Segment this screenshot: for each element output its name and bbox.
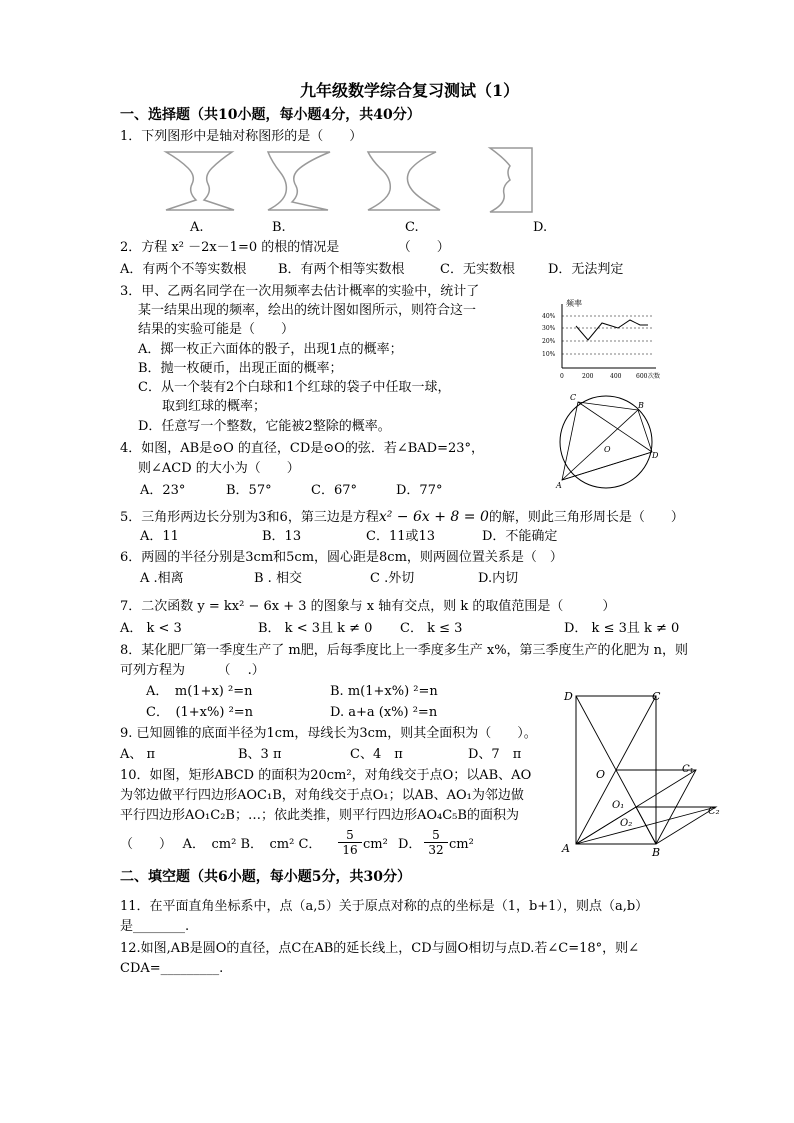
- section-1-heading: 一、选择题（共10小题，每小题4分，共40分）: [120, 107, 421, 123]
- chart-xtick-400: 400: [610, 373, 622, 380]
- frac2-numerator: 5: [424, 828, 448, 843]
- point-d-label: D: [652, 451, 659, 460]
- chart-ytick-10: 10%: [542, 351, 556, 358]
- circle-figure: [548, 390, 664, 492]
- chart-ylabel: 频率: [566, 299, 582, 308]
- rect-point-c2: C₂: [708, 806, 720, 817]
- figure-label-b: B.: [272, 220, 286, 235]
- q6-option-b: B . 相交: [254, 571, 302, 586]
- question-1-figures: [160, 146, 540, 216]
- figure-label-d: D.: [533, 220, 548, 235]
- q7-option-b: B． k < 3且 k ≠ 0: [258, 621, 373, 636]
- question-3-line-3: 结果的实验可能是（ ）: [138, 322, 295, 337]
- chart-ytick-40: 40%: [542, 313, 556, 320]
- q2-option-a: A．有两个不等实数根: [120, 262, 247, 277]
- question-11-line-2: 是________.: [120, 919, 190, 934]
- rectangle-figure: [560, 690, 730, 860]
- section-2-heading: 二、填空题（共6小题，每小题5分，共30分）: [120, 869, 411, 885]
- question-12-line-1: 12.如图,AB是圆O的直径，点C在AB的延长线上，CD与圆O相切与点D.若∠C=18°，则∠: [120, 941, 640, 956]
- question-12-line-2: CDA=_________.: [120, 961, 224, 976]
- question-6-stem: 6．两圆的半径分别是3cm和5cm，圆心距是8cm，则两圆位置关系是（ ）: [120, 550, 563, 565]
- q4-option-c: C．67°: [311, 483, 357, 498]
- q5-option-c: C．11或13: [366, 529, 436, 544]
- rect-point-a: A: [562, 842, 570, 855]
- q6-option-a: A .相离: [140, 571, 184, 586]
- q6-option-d: D.内切: [478, 571, 519, 586]
- rect-point-o1: O₁: [612, 800, 625, 811]
- question-11-line-1: 11．在平面直角坐标系中，点（a,5）关于原点对称的点的坐标是（1，b+1），则点（a,b）: [120, 899, 649, 914]
- question-9-stem: 9. 已知圆锥的底面半径为1cm，母线长为3cm，则其全面积为（ ）。: [120, 726, 537, 741]
- page-title: 九年级数学综合复习测试（1）: [300, 81, 520, 100]
- q8-option-a: A． m(1+x) ²=n: [146, 684, 253, 699]
- figure-d: [490, 148, 532, 212]
- q2-option-b: B．有两个相等实数根: [278, 262, 405, 277]
- question-2-stem: 2．方程 x² －2x－1=0 的根的情况是 （ ）: [120, 240, 450, 255]
- chart-xtick-200: 200: [582, 373, 594, 380]
- q7-option-d: D． k ≤ 3且 k ≠ 0: [564, 621, 680, 636]
- point-b-label: B: [638, 401, 644, 410]
- q2-option-d: D．无法判定: [548, 262, 624, 277]
- q5-option-a: A．11: [140, 529, 179, 544]
- q3-option-c: C．从一个装有2个白球和1个红球的袋子中任取一球，: [138, 380, 451, 395]
- frac1-denominator: 16: [342, 843, 358, 857]
- chart-ytick-20: 20%: [542, 338, 556, 345]
- question-8-line-2: 可列方程为 （ .）: [120, 663, 265, 678]
- figure-label-c: C.: [405, 220, 419, 235]
- figure-a: [166, 152, 234, 210]
- rect-point-o: O: [596, 768, 606, 781]
- frac2-denominator: 32: [428, 843, 444, 857]
- q9-option-a: A、 π: [120, 747, 156, 762]
- q10-option-c-unit: cm²: [363, 837, 388, 852]
- chart-xtick-600: 600: [636, 373, 648, 380]
- q5-stem-a: 5．三角形两边长分别为3和6，第三边是方程: [120, 510, 379, 525]
- q5-option-d: D．不能确定: [482, 529, 558, 544]
- question-10-line-1: 10．如图，矩形ABCD 的面积为20cm²，对角线交于点O；以AB、AO: [120, 768, 532, 783]
- q10-option-d-fraction: [424, 828, 448, 857]
- chart-ytick-30: 30%: [542, 325, 556, 332]
- q4-option-a: A．23°: [140, 483, 186, 498]
- question-4-line-2: 则∠ACD 的大小为（ ）: [138, 461, 300, 476]
- figure-b: [268, 152, 330, 210]
- rect-point-o2: O₂: [620, 818, 633, 829]
- figure-label-a: A.: [190, 220, 204, 235]
- chart-xlabel: 次数: [648, 373, 661, 380]
- rect-point-d: D: [564, 690, 573, 703]
- rect-point-c1: C₁: [682, 764, 694, 775]
- q9-option-b: B、3 π: [238, 747, 282, 762]
- q7-option-a: A． k < 3: [120, 621, 182, 636]
- q10-options-line: （ ） A． cm² B． cm² C．: [120, 837, 322, 852]
- q8-option-c: C． (1+x%) ²=n: [146, 705, 254, 720]
- point-a-label: A: [556, 481, 562, 490]
- chart-series-line: [576, 320, 648, 340]
- q6-option-c: C .外切: [370, 571, 415, 586]
- q3-option-a: A．掷一枚正六面体的骰子，出现1点的概率；: [138, 342, 403, 357]
- question-7-stem: 7．二次函数 y = kx² − 6x + 3 的图象与 x 轴有交点，则 k 的取值范围是（ ）: [120, 599, 616, 614]
- q9-option-c: C、4 π: [350, 747, 403, 762]
- question-3-line-1: 3．甲、乙两名同学在一次用频率去估计概率的实验中，统计了: [120, 284, 480, 299]
- point-o-label: O: [604, 445, 611, 454]
- q3-option-d: D．任意写一个整数，它能被2整除的概率。: [138, 419, 391, 434]
- q5-equation: x² − 6x + 8 = 0: [378, 509, 489, 525]
- question-10-line-3: 平行四边形AO₁C₂B；…；依此类推，则平行四边形AO₄C₅B的面积为: [120, 808, 519, 823]
- rect-point-b: B: [652, 846, 661, 859]
- q10-option-c-fraction: [338, 828, 362, 857]
- q2-option-c: C．无实数根: [440, 262, 515, 277]
- q5-stem-b: 的解，则此三角形周长是（ ）: [488, 510, 684, 525]
- q4-option-d: D．77°: [396, 483, 443, 498]
- question-8-line-1: 8．某化肥厂第一季度生产了 m肥，后每季度比上一季度多生产 x%，第三季度生产的化肥为 n，则: [120, 643, 689, 658]
- question-10-line-2: 为邻边做平行四边形AOC₁B，对角线交于点O₁；以AB、AO₁为邻边做: [120, 788, 524, 803]
- frac1-numerator: 5: [338, 828, 362, 843]
- q3-option-c-cont: 取到红球的概率；: [162, 399, 267, 414]
- q10-option-d-label: D．: [398, 837, 422, 852]
- frequency-chart: [540, 298, 670, 384]
- q3-option-b: B．抛一枚硬币，出现正面的概率；: [138, 361, 343, 376]
- question-1-stem: 1．下列图形中是轴对称图形的是（ ）: [120, 129, 363, 144]
- q8-option-b: B. m(1+x%) ²=n: [330, 684, 438, 699]
- figure-c: [368, 152, 440, 210]
- q10-option-d-unit: cm²: [449, 837, 474, 852]
- point-c-label: C: [570, 393, 577, 402]
- question-4-line-1: 4．如图，AB是⊙O 的直径，CD是⊙O的弦．若∠BAD=23°，: [120, 441, 485, 456]
- q9-option-d: D、7 π: [468, 747, 522, 762]
- question-3-line-2: 某一结果出现的频率，绘出的统计图如图所示，则符合这一: [138, 303, 477, 318]
- q7-option-c: C． k ≤ 3: [400, 621, 463, 636]
- rect-point-c: C: [652, 690, 661, 703]
- question-5-stem: [120, 508, 684, 527]
- q4-option-b: B．57°: [226, 483, 272, 498]
- chart-xtick-0: 0: [560, 373, 564, 380]
- q8-option-d: D. a+a (x%) ²=n: [330, 705, 438, 720]
- q5-option-b: B．13: [262, 529, 302, 544]
